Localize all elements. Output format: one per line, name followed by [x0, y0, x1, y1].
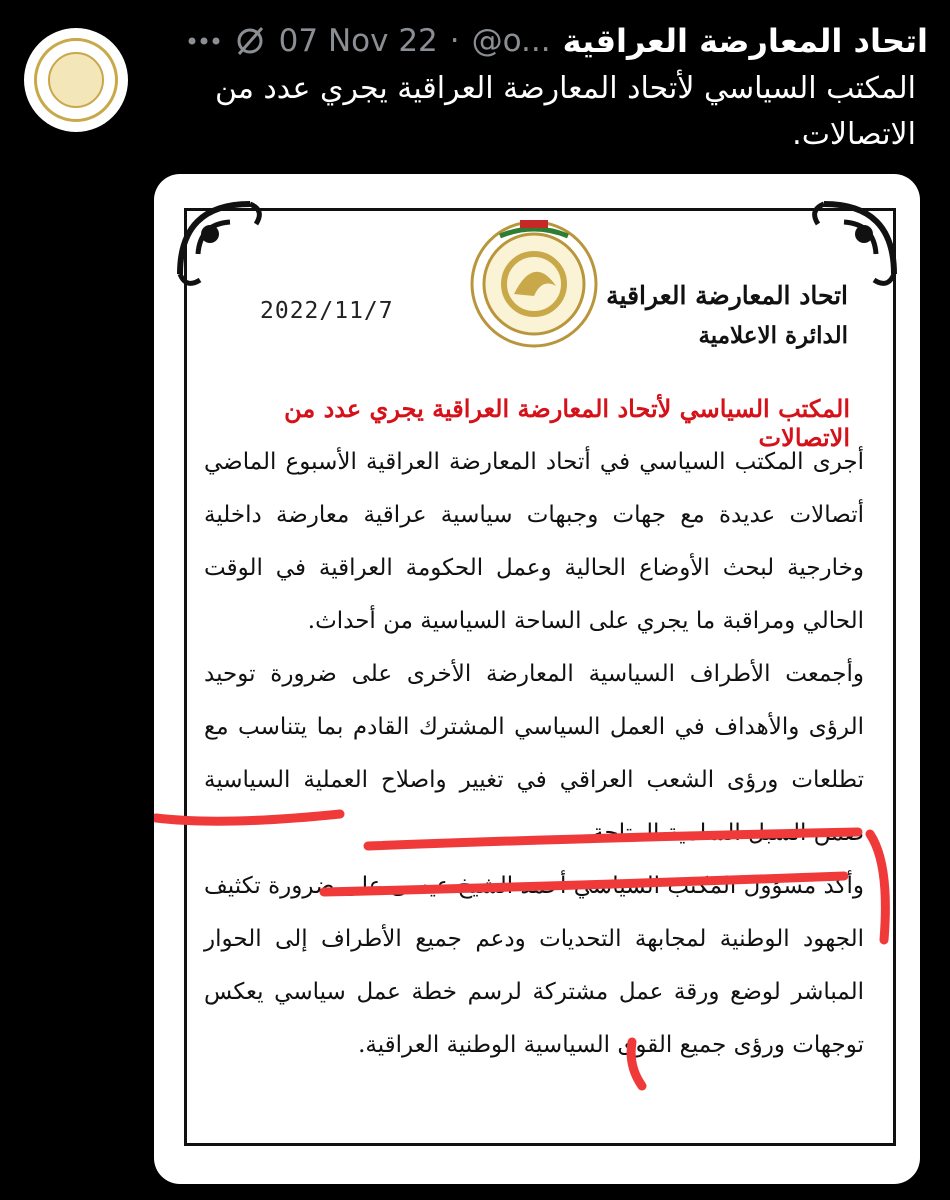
separator: · — [449, 23, 460, 59]
org-name: اتحاد المعارضة العراقية — [606, 281, 848, 310]
department-name: الدائرة الاعلامية — [698, 322, 848, 349]
grok-icon[interactable] — [233, 24, 267, 58]
tweet-header — [187, 16, 928, 66]
tweet-image[interactable] — [154, 174, 920, 1184]
avatar[interactable] — [24, 28, 128, 132]
tweet-text: المكتب السياسي لأتحاد المعارضة العراقية يجري عدد من الاتصالات. — [214, 71, 916, 152]
document-paragraph: وأجمعت الأطراف السياسية المعارضة الأخرى على ضرورة توحيد الرؤى والأهداف في العمل السياسي المشترك القادم بما يتناسب مع تطلعات ورؤى الشعب العراقي في تغيير واصلاح العملية السياسية ضمن السبل السلمية المتاحة. — [204, 661, 864, 846]
author-handle[interactable]: @o... — [471, 23, 551, 59]
more-icon[interactable] — [187, 36, 221, 46]
tweet-date[interactable]: 07 Nov 22 — [278, 23, 438, 59]
org-logo-icon — [34, 38, 118, 122]
document-paragraph: وأكد مسؤول المكتب السياسي أحمد الشيخ عيسى على ضرورة تكثيف الجهود الوطنية لمجابهة التحديات ودعم جميع الأطراف إلى الحوار المباشر لوضع ورقة عمل مشتركة لرسم خطة عمل سياسي يعكس توجهات ورؤى جميع القوى السياسية الوطنية العراقية. — [204, 873, 864, 1058]
document-date: 2022/11/7 — [260, 298, 394, 324]
author-name[interactable]: اتحاد المعارضة العراقية — [562, 22, 928, 60]
document-headline: المكتب السياسي لأتحاد المعارضة العراقية يجري عدد من الاتصالات — [284, 394, 850, 452]
document-paragraph: أجرى المكتب السياسي في أتحاد المعارضة العراقية الأسبوع الماضي أتصالات عديدة مع جهات وجبهات سياسية عراقية معارضة داخلية وخارجية لبحث الأوضاع الحالية وعمل الحكومة العراقية في الوقت الحالي ومراقبة ما يجري على الساحة السياسية من أحداث. — [204, 449, 864, 634]
red-annotation-marks — [154, 174, 920, 1184]
